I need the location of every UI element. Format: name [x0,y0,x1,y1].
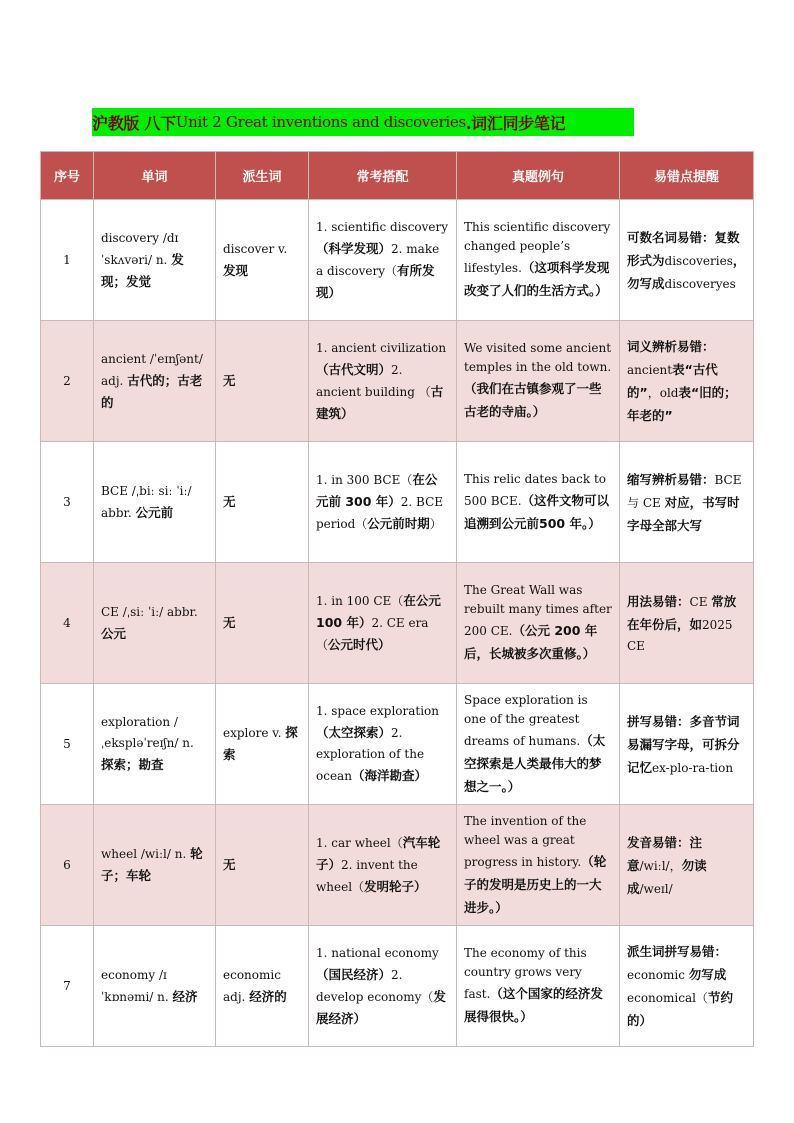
header-derivative: 派生词 [216,152,309,200]
example-chinese: （太空探索是人类最伟大的梦想之一。） [464,732,606,794]
tip-text: 发音易错：注意 [627,834,703,873]
table-header-row [41,152,754,200]
collocation-text: 2. CE era（ [316,616,429,652]
cell-index: 2 [41,321,94,442]
cell-tip [620,684,754,805]
example-chinese: （公元 200 年后，长城被多次重修。） [464,623,598,661]
collocation-text: （太空探索） [316,725,392,740]
cell-collocation [309,926,457,1047]
cell-example [457,321,620,442]
example-chinese: （这项科学发现改变了人们的生活方式。） [464,260,610,298]
word-text: exploration /ˌekspləˈreɪʃn/ n. [101,715,194,750]
example-english: This relic dates back to 500 BCE. [464,471,607,508]
tip-text: 对应，书写时字母全部大写 [627,494,740,533]
vocabulary-table [40,151,754,1047]
cell-derivative [216,563,309,684]
cell-word [94,926,216,1047]
word-text: ancient /ˈeɪnʃənt/ adj. [101,351,203,388]
example-english: This scientific discovery changed people’s lifestyles. [464,220,611,275]
word-text: BCE /ˌbiː siː ˈiː/ abbr. [101,483,192,520]
cell-collocation [309,200,457,321]
collocation-text: 1. space exploration [316,704,440,718]
tip-text: 勿写成 [688,967,727,982]
collocation-text: （海洋勘查） [351,768,427,783]
collocation-text: 公元前时期 [367,516,430,531]
cell-collocation [309,805,457,926]
tip-text: ex-plo-ra-tion [652,760,734,775]
tip-text: CE [689,594,712,609]
cell-index: 6 [41,805,94,926]
cell-derivative [216,321,309,442]
collocation-text: 1. national economy [316,945,439,960]
tip-text: 勿读成 [627,857,707,896]
word-meaning: 探索；勘查 [101,757,164,772]
tip-text: /wiːl/， [639,858,682,873]
collocation-text: ） [429,517,442,531]
cell-derivative [216,684,309,805]
derivative-text: discover v. [223,241,288,256]
collocation-text: 1. in 300 BCE（ [316,473,413,487]
collocation-text: 发明轮子） [364,879,427,894]
cell-word [94,321,216,442]
tip-text: 用法易错： [627,593,690,609]
word-meaning: 轮子；车轮 [101,846,203,883]
cell-tip [620,926,754,1047]
cell-word [94,684,216,805]
cell-collocation [309,442,457,563]
tip-text: /weɪl/ [639,881,673,896]
collocation-text: 1. scientific discovery [316,219,449,234]
tip-text: economical（ [627,991,708,1005]
word-meaning: 古代的；古老的 [101,372,203,410]
tip-text: 表“旧的；年老的” [627,385,737,423]
header-example: 真题例句 [457,152,620,200]
cell-tip [620,200,754,321]
collocation-text: 有所发现） [316,262,435,300]
cell-tip [620,442,754,563]
cell-collocation [309,321,457,442]
collocation-text: 2. BCE period（ [316,495,444,531]
header-collocation: 常考搭配 [309,152,457,200]
cell-derivative [216,200,309,321]
derivative-meaning: 发现 [223,262,249,278]
example-chinese: （这个国家的经济发展得很快。） [464,986,603,1024]
tip-text: economic [627,968,689,982]
cell-example [457,684,620,805]
collocation-text: （科学发现） [316,240,392,256]
cell-derivative [216,926,309,1047]
collocation-text: 在公元前 300 年） [316,472,438,509]
title-suffix: .词汇同步笔记 [465,113,566,133]
title-english: Unit 2 Great inventions and discoveries [175,113,466,131]
header-word: 单词 [94,152,216,200]
derivative-text: explore v. [223,726,286,740]
word-text: economy /ɪˈkɒnəmi/ n. [101,967,173,1004]
collocation-text: 公元时代） [328,637,391,652]
derivative-meaning: 无 [223,373,236,388]
derivative-meaning: 经济的 [249,988,287,1004]
derivative-meaning: 无 [223,494,236,509]
cell-example [457,926,620,1047]
table-row [41,563,754,684]
tip-text: discoveryes [664,276,736,291]
word-text: discovery /dɪˈskʌvəri/ n. [101,230,179,267]
example-english: The Great Wall was rebuilt many times after 200 CE. [464,583,612,638]
collocation-text: 1. in 100 CE（ [316,594,404,608]
cell-example [457,563,620,684]
tip-text: 常放在年份后，如 [627,593,737,632]
derivative-meaning: 无 [223,857,236,872]
example-english: The economy of this country grows very fast. [464,946,587,1001]
collocation-text: 2. invent the wheel（ [316,858,418,894]
tip-text: 表“古代的” [627,362,718,400]
cell-collocation [309,684,457,805]
collocation-text: 1. car wheel（ [316,836,403,850]
example-chinese: （我们在古镇参观了一些古老的寺庙。） [464,381,602,419]
tip-text: 缩写辨析易错： [627,471,715,487]
word-meaning: 公元 [101,625,127,641]
table-body [41,200,754,1047]
cell-tip [620,805,754,926]
cell-example [457,805,620,926]
collocation-text: 汽车轮子） [316,835,441,872]
cell-index: 1 [41,200,94,321]
tip-text: 派生词拼写易错： [627,944,728,959]
tip-text: ，old [647,386,679,400]
collocation-text: （古代文明） [316,361,392,377]
cell-tip [620,563,754,684]
tip-text: discoveries [664,253,733,268]
collocation-text: 发展经济） [316,988,446,1026]
cell-word [94,200,216,321]
header-index: 序号 [41,152,94,200]
example-chinese: （轮子的发明是历史上的一大进步。） [464,853,607,915]
tip-text: ancient [627,363,673,377]
collocation-text: 1. ancient civilization [316,340,447,355]
tip-text: 拼写易错：多音节词易漏写字母，可拆分记忆 [627,713,740,775]
collocation-text: 2. exploration of the ocean [316,726,425,783]
tip-text: 可数名词易错：复数形式为 [627,229,740,268]
example-chinese: （这件文物可以追溯到公元前500 年。） [464,492,610,531]
cell-word [94,805,216,926]
collocation-text: 2. ancient building （ [316,362,431,399]
collocation-text: 古建筑） [316,383,444,421]
collocation-text: （国民经济） [316,966,392,982]
table-row [41,926,754,1047]
example-english: We visited some ancient temples in the old town. [464,341,612,374]
table-row [41,805,754,926]
tip-text: 词义辨析易错： [627,339,715,354]
table-row [41,200,754,321]
derivative-text: economic adj. [223,967,281,1004]
tip-text: 2025 CE [627,617,733,653]
word-text: CE /ˌsiː ˈiː/ abbr. [101,604,198,619]
cell-collocation [309,563,457,684]
word-text: wheel /wiːl/ n. [101,847,191,861]
collocation-text: 2. make a discovery（ [316,241,440,278]
cell-word [94,563,216,684]
cell-index: 7 [41,926,94,1047]
collocation-text: 在公元 100 年） [316,593,441,630]
page-title [92,108,634,136]
tip-text: BCE 与 CE [627,472,742,510]
cell-word [94,442,216,563]
cell-index: 5 [41,684,94,805]
cell-index: 4 [41,563,94,684]
cell-index: 3 [41,442,94,563]
tip-text: ，勿写成 [627,252,746,291]
header-tip: 易错点提醒 [620,152,754,200]
word-meaning: 发现；发觉 [101,251,184,289]
collocation-text: 2. develop economy（ [316,967,434,1004]
cell-derivative [216,442,309,563]
example-english: Space exploration is one of the greatest dreams of humans. [464,692,588,748]
table-row [41,321,754,442]
table-row [41,684,754,805]
cell-derivative [216,805,309,926]
cell-example [457,200,620,321]
example-english: The invention of the wheel was a great progress in history. [464,813,587,869]
derivative-meaning: 无 [223,615,236,630]
table-row [41,442,754,563]
word-meaning: 经济 [172,988,198,1004]
title-prefix: 沪教版 八下 [92,113,176,133]
cell-example [457,442,620,563]
word-meaning: 公元前 [135,504,174,520]
derivative-meaning: 探索 [223,725,298,762]
tip-text: 节约的） [627,990,733,1028]
cell-tip [620,321,754,442]
